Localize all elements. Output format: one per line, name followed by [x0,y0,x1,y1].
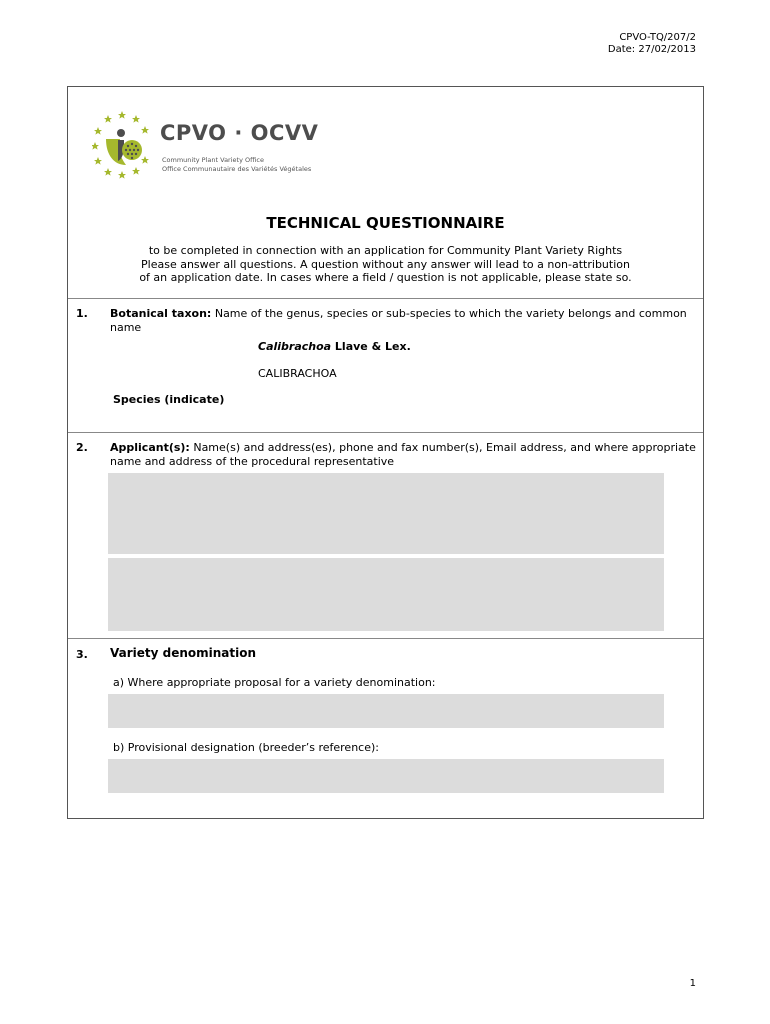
logo-subtitle-en: Community Plant Variety Office [162,156,264,164]
section-2-label: Applicant(s): [110,441,190,454]
intro-line: of an application date. In cases where a field / question is not applicable, please state so. [139,271,632,284]
section-1-label: Botanical taxon: [110,307,212,320]
taxon-genus: Calibrachoa [258,340,332,353]
intro-line: Please answer all questions. A question without any answer will lead to a non-attribution [141,257,630,271]
denomination-proposal-label: a) Where appropriate proposal for a variety denomination: [113,676,436,689]
section-1-description: Name of the genus, species or sub-species to which the variety belongs and common name [110,307,687,334]
cpvo-logo [92,109,342,179]
document-reference [608,32,696,56]
section-divider [68,298,703,299]
taxon-author: Llave & Lex. [331,340,411,353]
breeder-reference-field[interactable] [108,759,664,793]
page-number: 1 [689,978,696,989]
taxon-common-name: CALIBRACHOA [258,367,337,380]
cpvo-emblem-icon [92,109,162,179]
section-2-question [110,441,697,468]
representative-field[interactable] [108,558,664,631]
reference-date: Date: 27/02/2013 [607,44,696,55]
species-label: Species (indicate) [113,393,225,406]
intro-line: to be completed in connection with an application for Community Plant Variety Rights [148,244,623,257]
logo-brand-name: CPVO · OCVV [160,121,319,145]
logo-subtitle [162,156,311,174]
reference-code: CPVO-TQ/207/2 [619,32,696,43]
section-divider [68,638,703,639]
section-2-description: Name(s) and address(es), phone and fax number(s), Email address, and where appropriate name and address of the procedural representative [110,441,696,468]
questionnaire-frame [67,86,704,819]
section-3-label: Variety denomination [110,646,257,660]
logo-subtitle-fr: Office Communautaire des Variétés Végétales [162,165,312,173]
section-divider [68,432,703,433]
section-2-number: 2. [76,441,88,454]
section-1-question [110,307,697,334]
denomination-proposal-field[interactable] [108,694,664,728]
section-3-number: 3. [76,648,88,661]
taxon-name [258,340,411,353]
intro-text [68,244,703,285]
breeder-reference-label: b) Provisional designation (breeder’s reference): [113,741,379,754]
section-1-number: 1. [76,307,88,320]
page-title: TECHNICAL QUESTIONNAIRE [266,214,505,232]
applicant-field[interactable] [108,473,664,554]
